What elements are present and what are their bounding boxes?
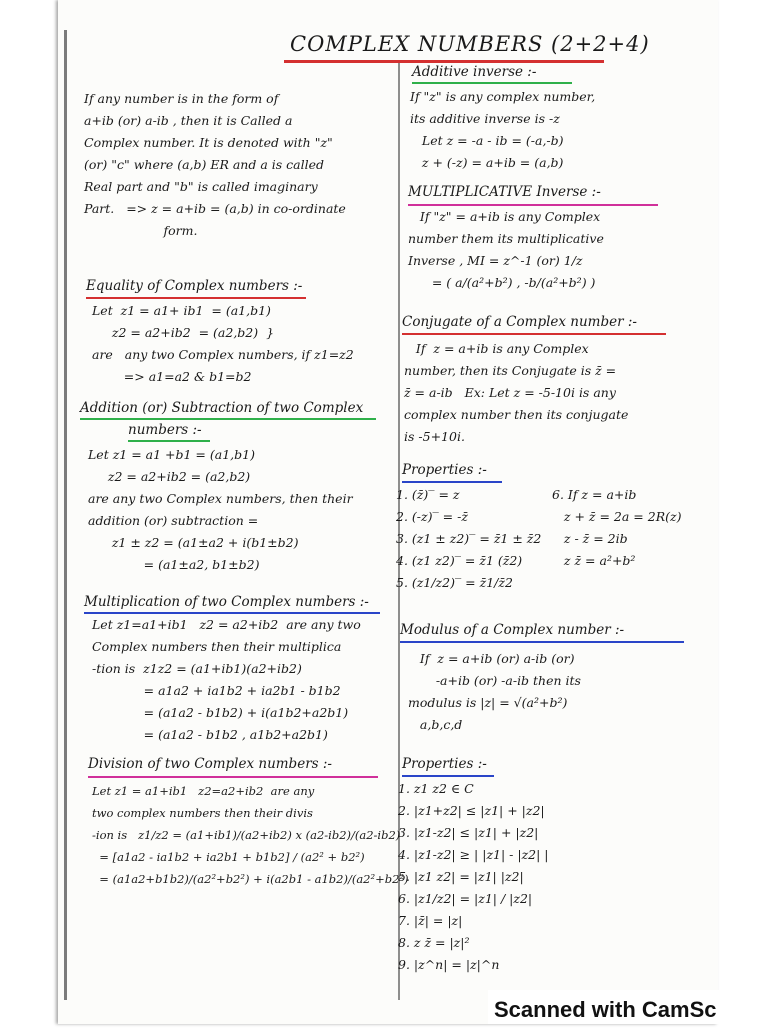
division-underline <box>88 776 378 778</box>
modulus-properties-list: 1. z1 z2 ∈ C 2. |z1+z2| ≤ |z1| + |z2| 3. |z1-z2| ≤ |z1| + |z2| 4. |z1-z2| ≥ | |z1| - |z2| | 5. |z1 z2| = |z1| |z2| 6. |z1/z2| = |z1| / |z2| 7. |z̄| = |z| 8. z z̄ = |z|² 9. |z^n| = |z|^n <box>398 781 549 972</box>
division-body: Let z1 = a1+ib1 z2=a2+ib2 are any two complex numbers then their divis -ion is z1/z2 = (a1+ib1)/(a2+ib2) x (a2-ib2)/(a2-ib2) = [a1a2 - ia1b2 + ia2b1 + b1b2] / (a2² + b2²) = (a1a2+b1b2)/(a2²+b2²) + i(a2b1 - a1b2)/(a2²+b2²) <box>92 784 409 886</box>
intro-text: If any number is in the form of a+ib (or) a-ib , then it is Called a Complex number. It is denoted with "z" (or) "c" where (a,b) ER and a is called Real part and "b" is called imaginary Part. => z = a+ib = (a,b) in co-ordinate form. <box>84 91 346 238</box>
equality-underline <box>86 297 306 299</box>
additive-inverse-body: If "z" is any complex number, its additive inverse is -z Let z = -a - ib = (-a,-b) z + (-z) = a+ib = (a,b) <box>410 89 596 170</box>
addition-underline <box>80 418 376 420</box>
addition-heading: Addition (or) Subtraction of two Complex <box>80 400 364 416</box>
conjugate-body: If z = a+ib is any Complex number, then its Conjugate is z̄ = z̄ = a-ib Ex: Let z = -5-10i is any complex number then its conjugate is -5+10i. <box>404 341 629 444</box>
modulus-underline <box>400 641 684 643</box>
title-underline <box>284 60 604 63</box>
addition-body: Let z1 = a1 +b1 = (a1,b1) z2 = a2+ib2 = (a2,b2) are any two Complex numbers, then their addition (or) subtraction = z1 ± z2 = (a1±a2 + i(b1±b2) = (a1±a2, b1±b2) <box>88 447 353 572</box>
properties-underline <box>402 481 502 483</box>
conjugate-heading: Conjugate of a Complex number :- <box>402 314 637 330</box>
addition-underline-2 <box>128 440 210 442</box>
properties-heading: Properties :- <box>402 462 487 478</box>
equality-body: Let z1 = a1+ ib1 = (a1,b1) z2 = a2+ib2 = (a2,b2) } are any two Complex numbers, if z1=z2 => a1=a2 & b1=b2 <box>92 303 354 384</box>
modulus-heading: Modulus of a Complex number :- <box>400 622 625 638</box>
modulus-properties-underline <box>402 775 494 777</box>
scanner-watermark: Scanned with CamSc <box>488 990 768 1024</box>
multiplication-body: Let z1=a1+ib1 z2 = a2+ib2 are any two Complex numbers then their multiplica -tion is z1z2 = (a1+ib1)(a2+ib2) = a1a2 + ia1b2 + ia2b1 - b1b2 = (a1a2 - b1b2) + i(a1b2+a2b1) = (a1a2 - b1b2 , a1b2+a2b1) <box>92 617 361 742</box>
conjugate-properties-list: 1. (z̄)‾ = z 2. (-z)‾ = -z̄ 3. (z1 ± z2)‾ = z̄1 ± z̄2 4. (z1 z2)‾ = z̄1 (z̄2) 5. (z1/z2)‾ = z̄1/z̄2 <box>396 487 542 590</box>
addition-heading-cont: numbers :- <box>128 422 202 438</box>
page-margin-line <box>64 30 67 1000</box>
additive-inverse-heading: Additive inverse :- <box>412 64 537 80</box>
modulus-properties-heading: Properties :- <box>402 756 487 772</box>
equality-heading: Equality of Complex numbers :- <box>86 278 303 294</box>
modulus-body: If z = a+ib (or) a-ib (or) -a+ib (or) -a-ib then its modulus is |z| = √(a²+b²) a,b,c,d <box>408 651 581 732</box>
conjugate-underline <box>402 333 666 335</box>
division-heading: Division of two Complex numbers :- <box>88 756 332 772</box>
additive-inverse-underline <box>412 82 572 84</box>
multiplicative-inverse-body: If "z" = a+ib is any Complex number them its multiplicative Inverse , MI = z^-1 (or) 1/z = ( a/(a²+b²) , -b/(a²+b²) ) <box>408 209 604 290</box>
page-title: COMPLEX NUMBERS (2+2+4) <box>290 32 650 56</box>
multiplicative-inverse-heading: MULTIPLICATIVE Inverse :- <box>408 184 601 200</box>
multiplication-heading: Multiplication of two Complex numbers :- <box>84 594 369 610</box>
conjugate-properties-list-2: 6. If z = a+ib z + z̄ = 2a = 2R(z) z - z̄ = 2ib z z̄ = a²+b² <box>552 487 682 568</box>
